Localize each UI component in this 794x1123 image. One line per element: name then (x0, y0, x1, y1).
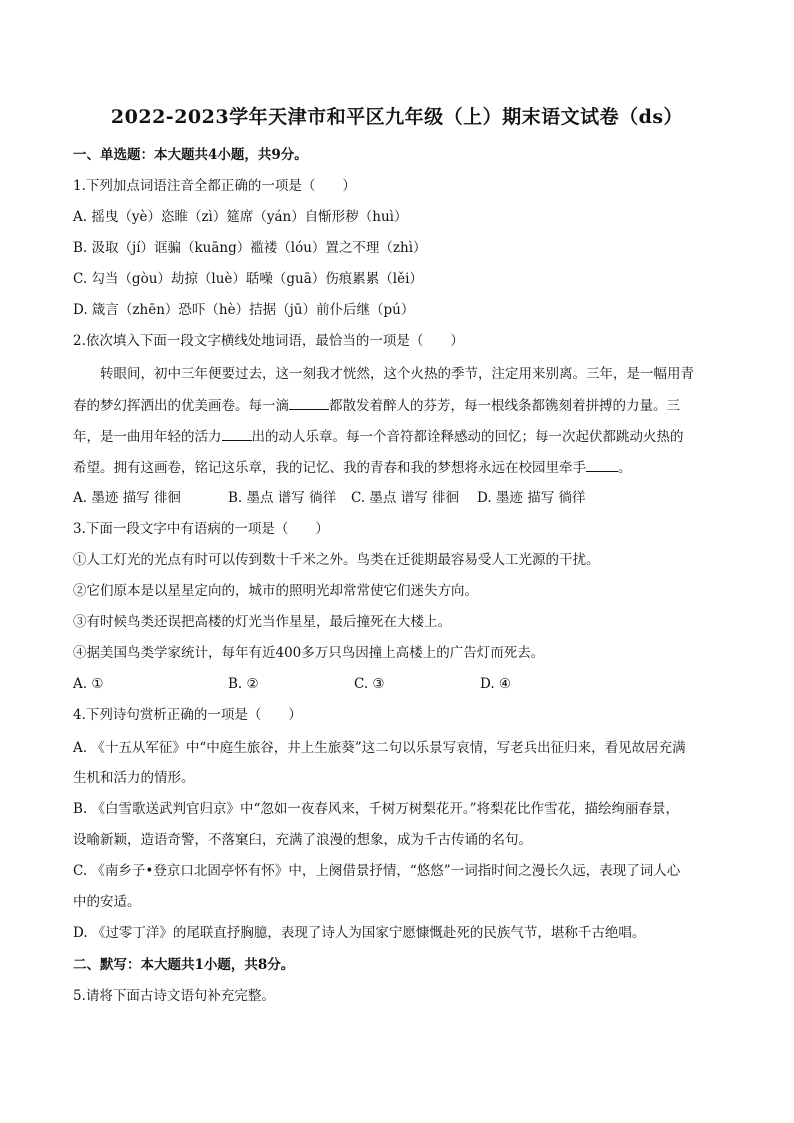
q2-option-d: D. 墨迹 描写 徜徉 (477, 490, 586, 506)
q4-stem: 4.下列诗句赏析正确的一项是（ ） (73, 707, 302, 723)
q3-option-d: D. ④ (480, 676, 512, 692)
q2-passage-text: 希望。拥有这画卷，铭记这乐章，我的记忆、我的青春和我的梦想将永远在校园里牵手 (73, 460, 586, 476)
q2-passage-text: 。 (618, 460, 632, 476)
q2-option-c: C. 墨点 谱写 徘徊 (351, 490, 460, 506)
q4-option-b-line-2: 设喻新颖，造语奇警，不落窠臼，充满了浪漫的想象，成为千古传诵的名句。 (73, 832, 532, 848)
q4-option-c-line-2: 中的安适。 (73, 894, 141, 910)
q1-option-d: D. 箴言（zhēn）恐吓（hè）拮据（jū）前仆后继（pú） (73, 302, 415, 318)
q5-stem: 5.请将下面古诗文语句补充完整。 (73, 988, 275, 1004)
q3-options (73, 674, 511, 694)
fill-blank-line (289, 395, 329, 410)
section-heading-single-choice: 一、单选题：本大题共4小题，共9分。 (73, 147, 308, 163)
q2-passage-text: 春的梦幻挥洒出的优美画卷。每一滴 (73, 398, 289, 414)
q1-option-c: C. 勾当（gòu）劫掠（luè）聒噪（guā）伤痕累累（lěi） (73, 271, 423, 287)
q2-passage-line-4 (73, 457, 632, 478)
q4-option-c-line-1: C. 《南乡子•登京口北固亭怀有怀》中，上阕借景抒情，“悠悠”一词指时间之漫长久远，表现了词人心 (73, 863, 681, 879)
q3-option-c: C. ③ (354, 676, 385, 692)
q2-stem: 2.依次填入下面一段文字横线处地词语，最恰当的一项是（ ） (73, 333, 464, 349)
q2-passage-text: 都散发着醉人的芬芳，每一根线条都镌刻着拼搏的力量。三 (329, 398, 680, 414)
q4-option-a-line-1: A. 《十五从军征》中“中庭生旅谷，井上生旅葵”这二句以乐景写哀情，写老兵出征归来，看见故居充满 (73, 740, 686, 756)
q2-option-b: B. 墨点 谱写 徜徉 (228, 490, 337, 506)
fill-blank-line (586, 457, 618, 472)
q2-passage-text: 年，是一曲用年轻的活力 (73, 429, 222, 445)
q2-passage-line-2 (73, 395, 680, 416)
q3-sentence-3: ③有时候鸟类还误把高楼的灯光当作星星，最后撞死在大楼上。 (73, 614, 451, 630)
q3-option-b: B. ② (228, 676, 259, 692)
q2-options (73, 488, 586, 508)
q2-option-a: A. 墨迹 描写 徘徊 (73, 490, 181, 506)
q2-passage-line-1: 转眼间，初中三年便要过去，这一刻我才恍然，这个火热的季节，注定用来别离。三年，是一幅用青 (100, 366, 694, 382)
q4-option-b-line-1: B. 《白雪歌送武判官归京》中“忽如一夜春风来，千树万树梨花开。”将梨花比作雪花，描绘绚丽春景， (73, 801, 680, 817)
q1-stem: 1.下列加点词语注音全都正确的一项是（ ） (73, 178, 356, 194)
q2-passage-text: 出的动人乐章。每一个音符都诠释感动的回忆；每一次起伏都跳动火热的 (251, 429, 684, 445)
section-heading-dictation: 二、默写：本大题共1小题，共8分。 (73, 957, 295, 973)
q1-option-a: A. 摇曳（yè）恣睢（zì）筵席（yán）自惭形秽（huì） (73, 209, 408, 225)
q1-option-b: B. 汲取（jí）诓骗（kuāng）褴褛（lóu）置之不理（zhì） (73, 240, 427, 256)
q3-option-a: A. ① (73, 676, 104, 692)
q3-sentence-1: ①人工灯光的光点有时可以传到数十千米之外。鸟类在迁徙期最容易受人工光源的干扰。 (73, 552, 600, 568)
q3-sentence-2: ②它们原本是以星星定向的，城市的照明光却常常使它们迷失方向。 (73, 583, 478, 599)
exam-title: 2022-2023学年天津市和平区九年级（上）期末语文试卷（ds） (110, 106, 684, 128)
q3-stem: 3.下面一段文字中有语病的一项是（ ） (73, 521, 329, 537)
q2-passage-line-3 (73, 426, 684, 447)
q3-sentence-4: ④据美国鸟类学家统计，每年有近400多万只鸟因撞上高楼上的广告灯而死去。 (73, 645, 545, 661)
fill-blank-line (222, 426, 252, 441)
q4-option-a-line-2: 生机和活力的情形。 (73, 770, 195, 786)
q4-option-d: D. 《过零丁洋》的尾联直抒胸臆，表现了诗人为国家宁愿慷慨赴死的民族气节，堪称千古绝唱。 (73, 925, 646, 941)
